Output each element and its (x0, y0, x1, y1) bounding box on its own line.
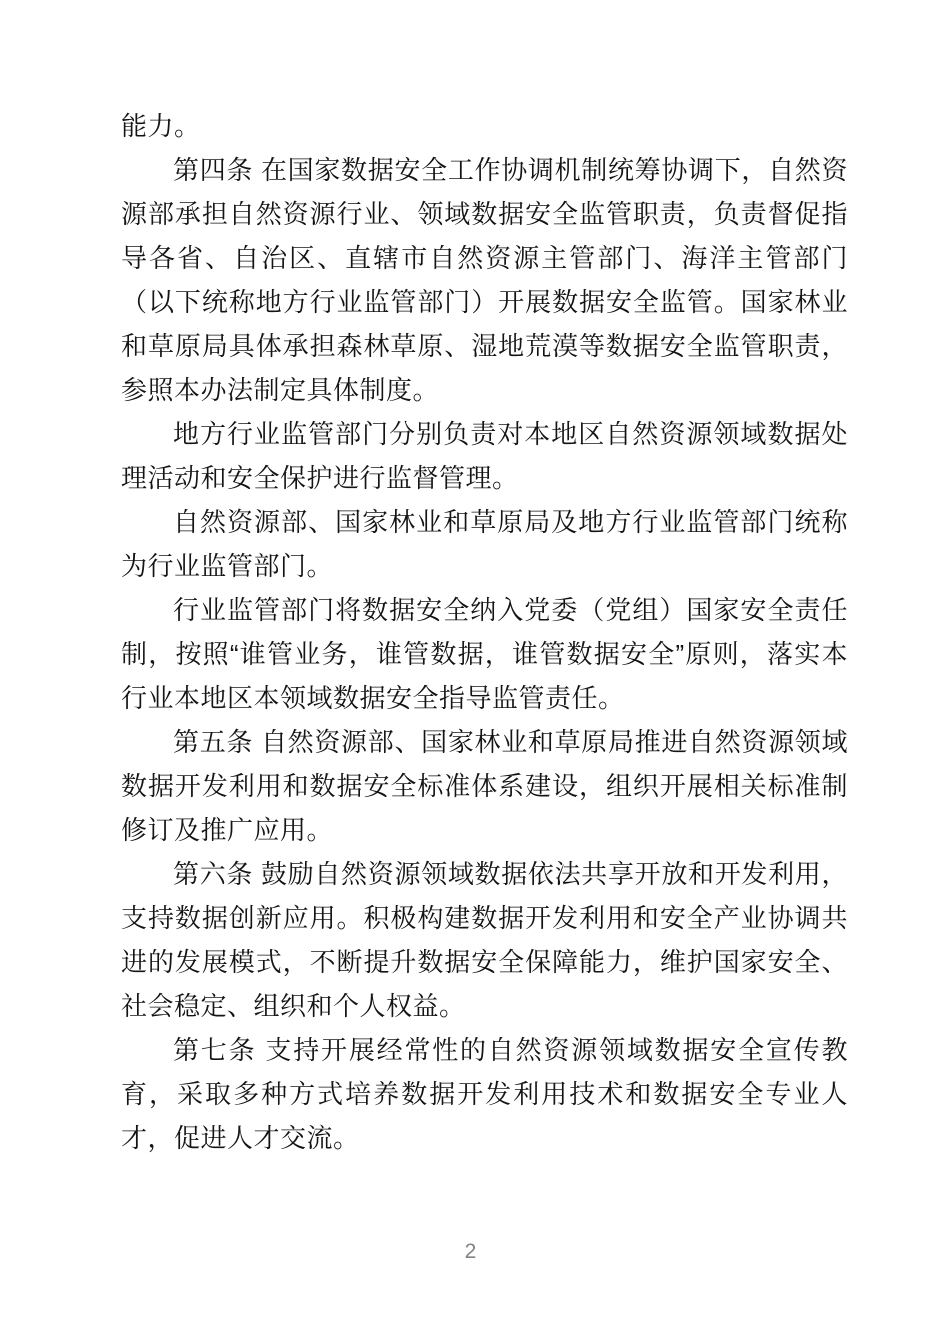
paragraph: 第六条 鼓励自然资源领域数据依法共享开放和开发利用，支持数据创新应用。积极构建数据开发利用和安全产业协调共进的发展模式，不断提升数据安全保障能力，维护国家安全、社会稳定、组织和个人权益。 (121, 859, 848, 1021)
paragraph: 地方行业监管部门分别负责对本地区自然资源领域数据处理活动和安全保护进行监督管理。 (121, 419, 848, 493)
paragraph: 行业监管部门将数据安全纳入党委（党组）国家安全责任制，按照“谁管业务，谁管数据，谁管数据安全”原则，落实本行业本地区本领域数据安全指导监管责任。 (121, 595, 848, 713)
paragraph: 能力。 (121, 111, 201, 141)
paragraph: 自然资源部、国家林业和草原局及地方行业监管部门统称为行业监管部门。 (121, 507, 848, 581)
paragraph: 第七条 支持开展经常性的自然资源领域数据安全宣传教育，采取多种方式培养数据开发利用技术和数据安全专业人才，促进人才交流。 (121, 1035, 848, 1153)
paragraph: 第四条 在国家数据安全工作协调机制统筹协调下，自然资源部承担自然资源行业、领域数据安全监管职责，负责督促指导各省、自治区、直辖市自然资源主管部门、海洋主管部门（以下统称地方行业监管部门）开展数据安全监管。国家林业和草原局具体承担森林草原、湿地荒漠等数据安全监管职责，参照本办法制定具体制度。 (121, 155, 848, 405)
document-body (121, 104, 848, 1160)
page-number: 2 (464, 1240, 477, 1263)
paragraph: 第五条 自然资源部、国家林业和草原局推进自然资源领域数据开发利用和数据安全标准体系建设，组织开展相关标准制修订及推广应用。 (121, 727, 848, 845)
